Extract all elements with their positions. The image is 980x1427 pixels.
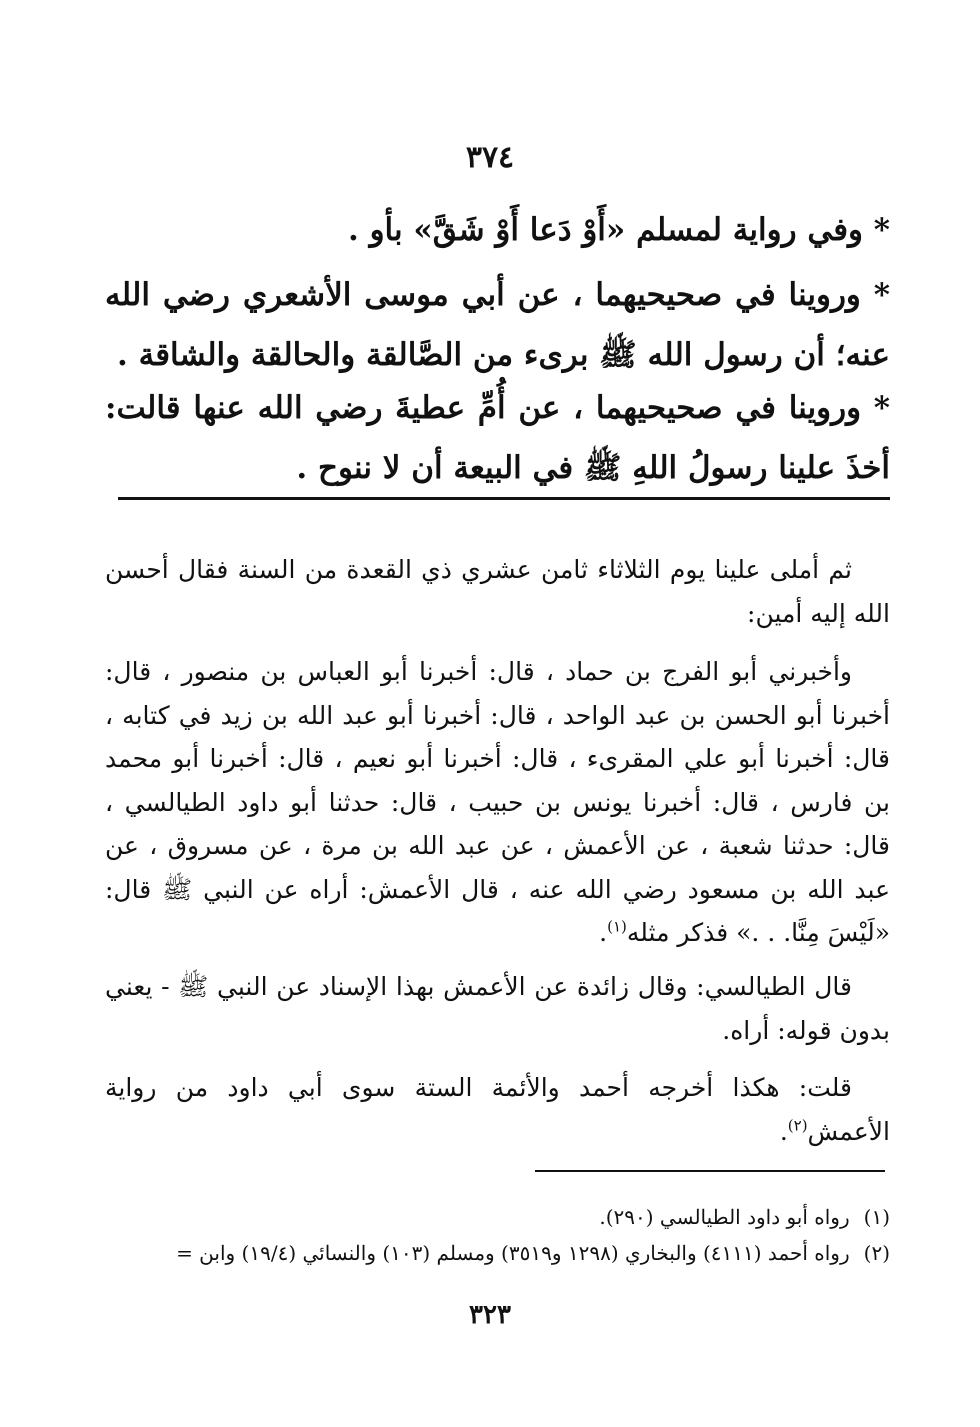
commentary-paragraph-2-end: .	[599, 918, 608, 947]
footnote-2-marker: (٢)	[863, 1241, 890, 1265]
commentary-paragraph-2	[105, 650, 890, 955]
footnote-2-text: رواه أحمد (٤١١١) والبخاري (١٢٩٨ و٣٥١٩) ومسلم (١٠٣) والنسائي (١٩/٤) وابن =	[176, 1241, 850, 1265]
footnote-2	[105, 1236, 890, 1270]
commentary-paragraph-2-text: وأخبرني أبو الفرج بن حماد ، قال: أخبرنا أبو العباس بن منصور ، قال: أخبرنا أبو الحسن بن عبد الواحد ، قال: أخبرنا أبو عبد الله بن زيد في كتابه ، قال: أخبرنا أبو علي المقرىء ، قال: أخبرنا أبو نعيم ، قال: أخبرنا أبو محمد بن فارس ، قال: أخبرنا يونس بن حبيب ، قال: حدثنا أبو داود الطيالسي ، قال: حدثنا شعبة ، عن الأعمش ، عن عبد الله بن مرة ، عن مسروق ، عن عبد الله بن مسعود رضي الله عنه ، قال الأعمش: أراه عن النبي ﷺ قال: «لَيْسَ مِنَّا. . .» فذكر مثله	[105, 657, 890, 947]
hadith-paragraph-2: * وروينا في صحيحيهما ، عن أبي موسى الأشعري رضي الله عنه؛ أن رسول الله ﷺ برىء من الصَّالقة والحالقة والشاقة .	[105, 277, 890, 373]
footnote-reference-2: (٢)	[787, 1116, 808, 1135]
footnote-1-marker: (١)	[863, 1205, 890, 1229]
hadith-paragraph-3: * وروينا في صحيحيهما ، عن أُمِّ عطيةَ رضي الله عنها قالت: أخذَ علينا رسولُ اللهِ ﷺ في البيعة أن لا ننوح .	[105, 390, 890, 486]
hadith-paragraph-1: * وفي رواية لمسلم «أَوْ دَعا أَوْ شَقَّ» بأو .	[347, 212, 890, 248]
footnote-1-text: رواه أبو داود الطيالسي (٢٩٠).	[599, 1205, 850, 1229]
commentary-paragraph-4	[105, 1066, 890, 1153]
page-footer-number: ٣٢٣	[469, 1300, 511, 1330]
footnote-1	[105, 1200, 890, 1234]
commentary-paragraph-1: ثم أملى علينا يوم الثلاثاء ثامن عشري ذي القعدة من السنة فقال أحسن الله إليه أمين:	[105, 555, 890, 628]
commentary-paragraph-4-end: .	[779, 1116, 788, 1146]
section-divider	[118, 497, 890, 500]
footnote-divider	[535, 1170, 885, 1172]
footnote-reference-1: (١)	[607, 917, 627, 936]
commentary-paragraph-4-text: قلت: هكذا أخرجه أحمد والأئمة الستة سوى أبي داود من رواية الأعمش	[105, 1073, 890, 1146]
commentary-paragraph-3: قال الطيالسي: وقال زائدة عن الأعمش بهذا الإسناد عن النبي ﷺ - يعني بدون قوله: أراه.	[105, 972, 890, 1045]
page-header-number: ٣٧٤	[465, 140, 515, 175]
